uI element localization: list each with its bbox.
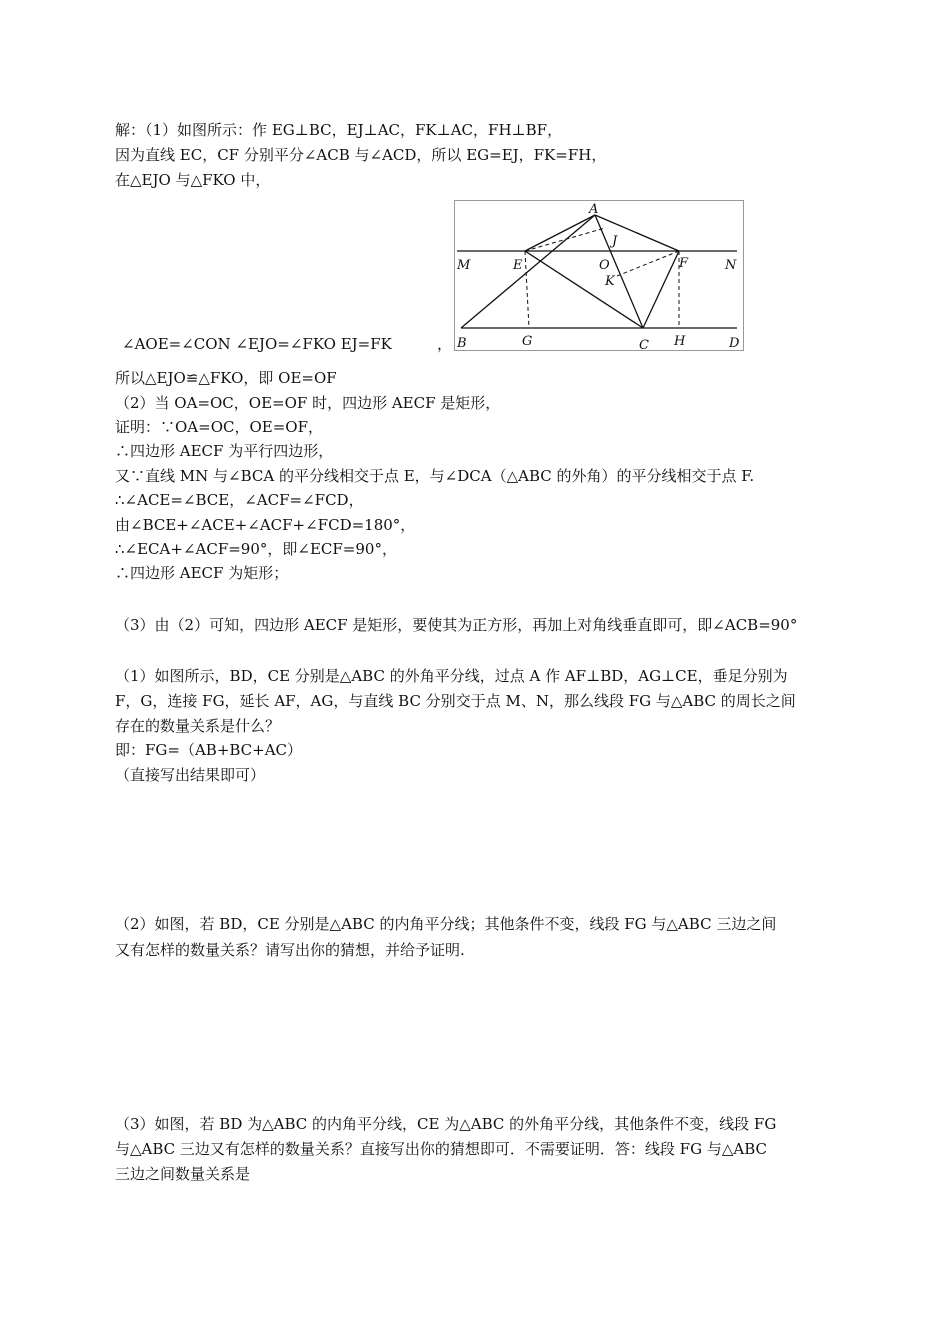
- label-n: N: [725, 258, 737, 273]
- segment-ae: [525, 215, 595, 251]
- segment-fc: [643, 251, 679, 328]
- label-k: K: [605, 274, 615, 289]
- text-line: （3）由（2）可知，四边形 AECF 是矩形，要使其为正方形，再加上对角线垂直即可，即∠ACB=90°: [115, 616, 798, 634]
- geometry-figure-svg: [455, 201, 743, 350]
- text-comma: ，: [437, 335, 453, 353]
- label-e: E: [513, 258, 523, 273]
- label-g: G: [522, 334, 533, 349]
- text-line: （直接写出结果即可）: [115, 766, 266, 784]
- segment-ec: [525, 251, 643, 328]
- text-line: 解：（1）如图所示：作 EG⊥BC，EJ⊥AC，FK⊥AC，FH⊥BF，: [115, 121, 563, 139]
- segment-ab: [461, 215, 595, 328]
- text-line: （1）如图所示，BD，CE 分别是△ABC 的外角平分线，过点 A 作 AF⊥BD，AG⊥CE，垂足分别为: [115, 667, 788, 685]
- text-line: 存在的数量关系是什么？: [115, 717, 281, 735]
- text-line: （2）当 OA=OC，OE=OF 时，四边形 AECF 是矩形，: [115, 394, 501, 412]
- text-line: 证明：∵OA=OC，OE=OF，: [115, 418, 323, 436]
- text-line: 由∠BCE+∠ACE+∠ACF+∠FCD=180°，: [115, 516, 416, 534]
- label-o: O: [599, 258, 610, 273]
- label-m: M: [457, 258, 471, 273]
- text-line: ∴∠ECA+∠ACF=90°，即∠ECF=90°，: [115, 540, 397, 558]
- label-a: A: [589, 202, 599, 217]
- text-line: 因为直线 EC，CF 分别平分∠ACB 与∠ACD，所以 EG=EJ，FK=FH，: [115, 146, 607, 164]
- label-j: J: [612, 234, 618, 249]
- geometry-figure: [454, 200, 744, 351]
- text-line: ∴∠ACE=∠BCE，∠ACF=∠FCD，: [115, 491, 364, 509]
- text-line: 三边之间数量关系是: [115, 1165, 251, 1183]
- text-line: F，G，连接 FG，延长 AF，AG，与直线 BC 分别交于点 M、N，那么线段 FG 与△ABC 的周长之间: [115, 692, 796, 710]
- text-line: 又有怎样的数量关系？请写出你的猜想，并给予证明.: [115, 941, 465, 959]
- text-line: 与△ABC 三边又有怎样的数量关系？直接写出你的猜想即可．不需要证明．答：线段 FG 与△ABC: [115, 1140, 767, 1158]
- text-line: ∴四边形 AECF 为平行四边形，: [115, 442, 334, 460]
- answer-line: 即：FG=（AB+BC+AC）: [115, 741, 303, 759]
- label-b: B: [457, 336, 467, 350]
- text-line: ∴四边形 AECF 为矩形；: [115, 564, 289, 582]
- text-line: （3）如图，若 BD 为△ABC 的内角平分线，CE 为△ABC 的外角平分线，其他条件不变，线段 FG: [115, 1115, 777, 1133]
- text-line: 又∵直线 MN 与∠BCA 的平分线相交于点 E，与∠DCA（△ABC 的外角）的平分线相交于点 F.: [115, 467, 755, 485]
- label-c: C: [639, 338, 649, 350]
- text-line: （2）如图，若 BD，CE 分别是△ABC 的内角平分线；其他条件不变，线段 FG 与△ABC 三边之间: [115, 915, 777, 933]
- label-d: D: [729, 336, 740, 350]
- label-h: H: [674, 334, 686, 349]
- text-line: 在△EJO 与△FKO 中，: [115, 171, 271, 189]
- label-f: F: [679, 256, 689, 271]
- text-line: 所以△EJO≌△FKO，即 OE=OF: [115, 369, 337, 387]
- dashed-eg: [525, 251, 529, 328]
- congruence-conditions: ∠AOE=∠CON ∠EJO=∠FKO EJ=FK: [122, 335, 392, 353]
